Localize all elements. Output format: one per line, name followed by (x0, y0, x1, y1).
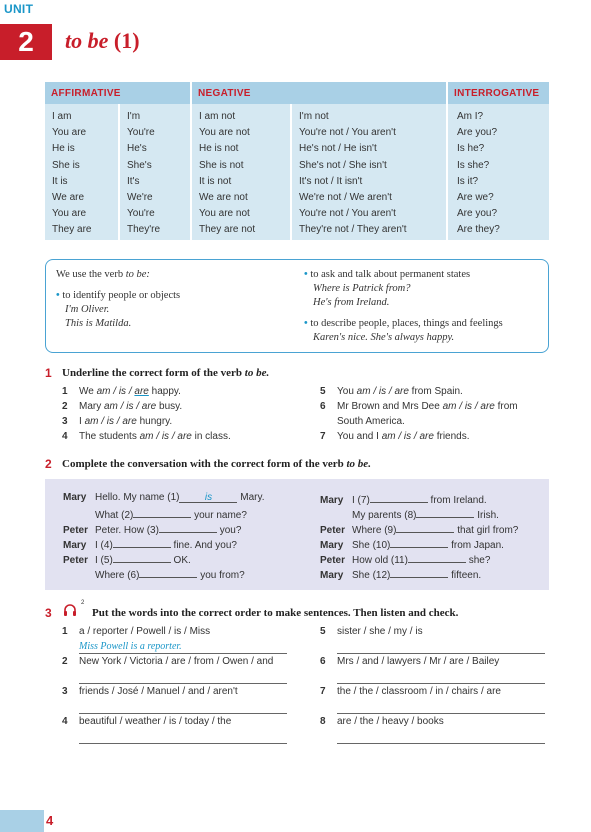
exercise-3-number: 3 (45, 606, 52, 620)
table-cell: I am (52, 111, 72, 122)
dialog-line: Peter Where (9) that girl from? (320, 522, 518, 536)
underlined-answer[interactable]: are (134, 386, 149, 397)
table-cell: He's not / He isn't (299, 143, 377, 155)
interrogative-column (457, 109, 500, 239)
page-number: 4 (46, 813, 54, 828)
answer-blank[interactable] (390, 537, 448, 548)
table-cell: It's not / It isn't (299, 175, 363, 187)
table-cell: It is not (199, 175, 232, 187)
table-cell: Is she? (457, 159, 490, 171)
headphones-icon[interactable] (63, 603, 77, 617)
table-cell: They are not (199, 224, 256, 236)
affirmative-short-column (127, 109, 160, 239)
answer-line[interactable] (337, 653, 545, 654)
table-cell: Are you? (457, 208, 498, 220)
table-cell: You are not (199, 208, 250, 220)
exercise-1-item: 7 You and I am / is / are friends. (320, 431, 470, 442)
answer-blank[interactable] (113, 537, 171, 548)
usage-example: He's from Ireland. (313, 297, 390, 308)
header-interrogative: INTERROGATIVE (448, 82, 549, 104)
header-negative: NEGATIVE (192, 82, 446, 104)
verb-options[interactable]: am / is / are (381, 431, 434, 442)
answer-line[interactable] (337, 743, 545, 744)
exercise-1-instruction: Underline the correct form of the verb to be. (62, 367, 270, 379)
dialog-line: Peter How old (11) she? (320, 552, 490, 566)
table-cell: They are (52, 224, 92, 236)
exercise-2-instruction: Complete the conversation with the correct form of the verb to be. (62, 458, 371, 470)
column-divider (290, 104, 292, 240)
exercise-3-item: 4 beautiful / weather / is / today / the (62, 716, 232, 727)
example-answer: Miss Powell is a reporter. (79, 641, 182, 652)
footer-bar (0, 810, 44, 832)
title-text: to be (65, 28, 109, 53)
exercise-1-item: 4 The students am / is / are in class. (62, 431, 231, 442)
exercise-3-instruction: Put the words into the correct order to make sentences. Then listen and check. (92, 607, 459, 619)
answer-blank[interactable] (133, 507, 191, 518)
dialog-line: What (2) your name? (63, 507, 247, 521)
usage-intro: We use the verb to be: (56, 269, 150, 280)
usage-right-bullet: • to ask and talk about permanent states (304, 269, 471, 280)
negative-full-column (199, 109, 255, 239)
exercise-3-item: 8 are / the / heavy / books (320, 716, 444, 727)
exercise-3-item: 2 New York / Victoria / are / from / Owen / and (62, 656, 274, 667)
affirmative-full-column (52, 109, 91, 239)
verb-options[interactable]: am / is / are (139, 431, 192, 442)
unit-label: UNIT (4, 2, 34, 16)
table-cell: She is (52, 159, 80, 171)
table-cell: He is (52, 143, 75, 155)
table-cell: We are (52, 192, 85, 204)
verb-options[interactable]: am / is / are (356, 386, 409, 397)
answer-blank[interactable] (159, 522, 217, 533)
unit-number-badge: 2 (0, 24, 52, 60)
dialog-line: Where (6) you from? (63, 567, 245, 581)
answer-line[interactable] (79, 713, 287, 714)
table-cell: Are they? (457, 224, 500, 236)
column-divider (190, 82, 192, 240)
audio-track-number: 2 (81, 600, 85, 606)
usage-left-bullet: • to identify people or objects (56, 290, 181, 301)
table-cell: You're (127, 127, 155, 139)
table-cell: Is he? (457, 143, 485, 155)
exercise-2-number: 2 (45, 457, 52, 471)
exercise-3-item: 5 sister / she / my / is (320, 626, 423, 637)
answer-blank[interactable] (390, 567, 448, 578)
answer-blank[interactable] (408, 552, 466, 563)
table-cell: We're not / We aren't (299, 192, 392, 204)
table-cell: Are we? (457, 192, 494, 204)
usage-right-bullet: • to describe people, places, things and feelings (304, 318, 503, 329)
dialog-line: Mary Hello. My name (1) is Mary. (63, 492, 265, 503)
answer-line[interactable] (337, 683, 545, 684)
exercise-1-item: 5 You am / is / are from Spain. (320, 386, 463, 397)
table-cell: I am not (199, 111, 236, 122)
dialog-line: Mary I (7) from Ireland. (320, 492, 487, 506)
verb-options[interactable]: am / is / are (442, 401, 495, 412)
title-number: (1) (113, 28, 140, 53)
answer-line[interactable] (79, 653, 287, 654)
exercise-1-item-continued: South America. (337, 416, 405, 427)
table-cell: Are you? (457, 127, 498, 139)
exercise-3-item: 6 Mrs / and / lawyers / Mr / are / Bailey (320, 656, 500, 667)
column-divider (446, 82, 448, 240)
dialog-line: Peter Peter. How (3) you? (63, 522, 241, 536)
page-title (65, 28, 140, 54)
usage-example: Where is Patrick from? (313, 283, 411, 294)
dialog-line: Mary She (12) fifteen. (320, 567, 481, 581)
dialog-line: My parents (8) Irish. (320, 507, 499, 521)
dialog-line: Mary I (4) fine. And you? (63, 537, 237, 551)
answer-line[interactable] (337, 713, 545, 714)
table-cell: You're not / You aren't (299, 127, 396, 139)
table-cell: Am I? (457, 111, 484, 122)
table-cell: They're (127, 224, 161, 236)
table-cell: You are (52, 127, 87, 139)
answer-blank[interactable] (416, 507, 474, 518)
table-cell: It is (52, 175, 68, 187)
table-cell: We are not (199, 192, 248, 204)
answer-blank[interactable] (113, 552, 171, 563)
answer-blank[interactable] (139, 567, 197, 578)
exercise-1-item: 2 Mary am / is / are busy. (62, 401, 183, 412)
exercise-1-item: 3 I am / is / are hungry. (62, 416, 173, 427)
answer-blank[interactable]: is (179, 492, 237, 503)
table-cell: We're (127, 192, 153, 204)
table-cell: He's (127, 143, 147, 155)
usage-example: Karen's nice. She's always happy. (313, 332, 455, 343)
table-cell: It's (127, 175, 140, 187)
answer-line[interactable] (79, 683, 287, 684)
exercise-3-item: 1 a / reporter / Powell / is / Miss (62, 626, 211, 637)
usage-example: I'm Oliver. (65, 304, 110, 315)
table-cell: She's (127, 159, 152, 171)
dialog-line: Mary She (10) from Japan. (320, 537, 504, 551)
header-affirmative: AFFIRMATIVE (45, 82, 190, 104)
exercise-3-item: 7 the / the / classroom / in / chairs / are (320, 686, 501, 697)
table-cell: You are (52, 208, 87, 220)
table-cell: I'm (127, 111, 141, 122)
usage-example: This is Matilda. (65, 318, 132, 329)
column-divider (118, 104, 120, 240)
answer-line[interactable] (79, 743, 287, 744)
exercise-3-item: 3 friends / José / Manuel / and / aren't (62, 686, 238, 697)
answer-blank[interactable] (370, 492, 428, 503)
negative-short-column (299, 109, 407, 239)
exercise-1-item: 1 We am / is / are happy. (62, 386, 181, 397)
table-cell: She's not / She isn't (299, 159, 387, 171)
table-cell: You're not / You aren't (299, 208, 396, 220)
verb-options[interactable]: am / is / are (104, 401, 157, 412)
exercise-1-number: 1 (45, 366, 52, 380)
table-cell: He is not (199, 143, 239, 155)
table-cell: They're not / They aren't (299, 224, 407, 236)
table-cell: I'm not (299, 111, 329, 122)
answer-blank[interactable] (396, 522, 454, 533)
exercise-1-item: 6 Mr Brown and Mrs Dee am / is / are from (320, 401, 518, 412)
table-cell: Is it? (457, 175, 479, 187)
verb-options[interactable]: am / is / are (84, 416, 137, 427)
table-cell: You are not (199, 127, 250, 139)
table-cell: You're (127, 208, 155, 220)
dialog-line: Peter I (5) OK. (63, 552, 191, 566)
table-cell: She is not (199, 159, 244, 171)
